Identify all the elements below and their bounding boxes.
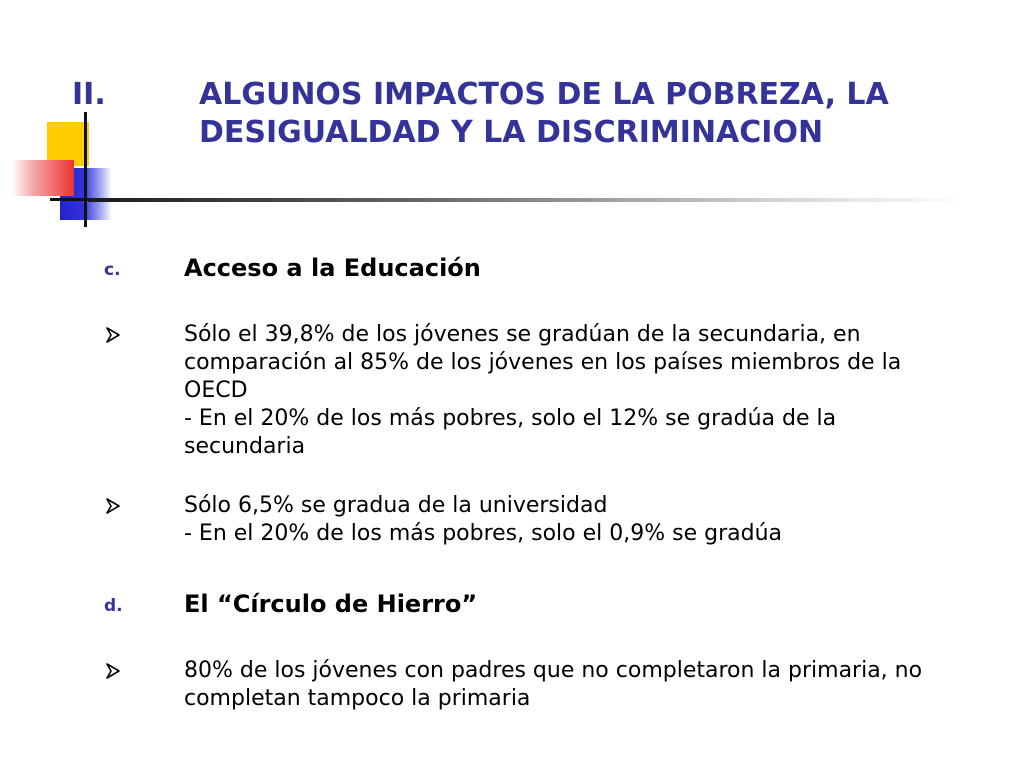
bullet-line: secundaria <box>184 434 306 459</box>
decorative-squares-logo <box>0 0 150 230</box>
section-heading: Acceso a la Educación <box>184 254 481 282</box>
red-square <box>12 160 74 196</box>
bullet-line: - En el 20% de los más pobres, solo el 0,9% se gradúa <box>184 521 783 546</box>
section-heading: El “Círculo de Hierro” <box>184 590 478 618</box>
bullet-text <box>184 321 964 461</box>
bullet-line: 80% de los jóvenes con padres que no completaron la primaria, no <box>184 658 923 683</box>
bullet-line: OECD <box>184 378 248 403</box>
section-marker: c. <box>104 260 121 280</box>
bullet-line: completan tampoco la primaria <box>184 686 531 711</box>
bullet-line: Sólo el 39,8% de los jóvenes se gradúan de la secundaria, en <box>184 322 861 347</box>
title-line: ALGUNOS IMPACTOS DE LA POBREZA, LA <box>199 77 889 112</box>
arrow-bullet-icon <box>104 662 122 680</box>
bullet-text <box>184 492 964 548</box>
bullet-line: - En el 20% de los más pobres, solo el 12% se gradúa de la <box>184 406 837 431</box>
section-marker: d. <box>104 596 123 616</box>
bullet-text <box>184 657 964 713</box>
title-underline-rule <box>88 198 968 202</box>
section-number: II. <box>72 77 106 112</box>
bullet-line: comparación al 85% de los jóvenes en los países miembros de la <box>184 350 902 375</box>
decorative-vertical-line <box>84 112 87 227</box>
title-text <box>199 76 999 152</box>
arrow-bullet-icon <box>104 497 122 515</box>
bullet-line: Sólo 6,5% se gradua de la universidad <box>184 493 608 518</box>
arrow-bullet-icon <box>104 326 122 344</box>
title-line: DESIGUALDAD Y LA DISCRIMINACION <box>199 115 824 150</box>
